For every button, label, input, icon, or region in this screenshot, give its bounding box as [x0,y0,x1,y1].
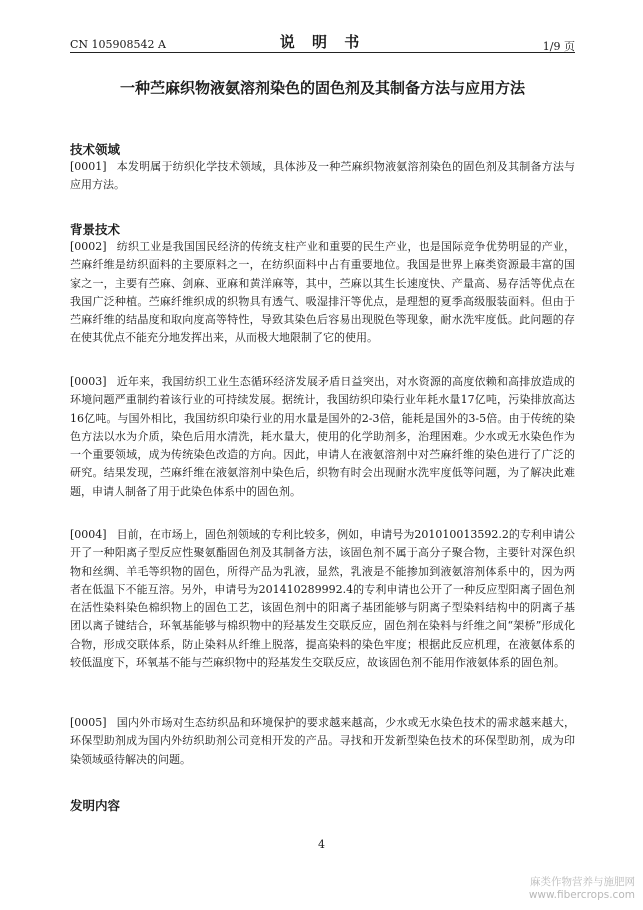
page-number: 4 [318,838,325,851]
section-heading-background: 背景技术 [70,222,121,237]
paragraph-text: 纺织工业是我国国民经济的传统支柱产业和重要的民生产业，也是国际竞争优势明显的产业，苎麻纤维是纺织面料的主要原料之一，在纺织面料中占有重要地位。我国是世界上麻类资源最丰富的国家之一，主要有苎麻、剑麻、亚麻和黄洋麻等，其中，苎麻以其生长速度快、产量高、易存活等优点在我国广泛种植。苎麻纤维织成的织物具有透气、吸湿排汗等优点，是理想的夏季高级服装面料。但由于苎麻纤维的结晶度和取向度高等特性，导致其染色后容易出现脱色等现象，耐水洗牢度低。此问题的存在使其优点不能充分地发挥出来，从而极大地限制了它的使用。 [70,240,575,345]
paragraph-text: 目前，在市场上，固色剂领域的专利比较多，例如，申请号为201010013592.2的专利申请公开了一种阳离子型反应性聚氨酯固色剂及其制备方法，该固色剂不属于高分子聚合物，主要针对深色织物和丝绸、羊毛等织物的固色，所得产品为乳液，显然，乳液是不能掺加到液氨溶剂体系中的，因为两者在低温下不能互溶。另外，申请号为201410289992.4的专利申请也公开了一种反应型阳离子固色剂在活性染料染色棉织物上的固色工艺，该固色剂中的阳离子基团能够与阴离子型染料结构中的阴离子基团以离子键结合，环氧基能够与棉织物中的羟基发生交联反应，固色剂在染料与纤维之间“架桥”形成化合物，形成交联体系，防止染料从纤维上脱落，提高染料的染色牢度；根据此反应机理，在液氨体系的较低温度下，环氧基不能与苎麻织物中的羟基发生交联反应，故该固色剂不能用作液氨体系的固色剂。 [70,528,575,670]
paragraph-0001 [70,158,575,195]
paragraph-number: [0001] [70,160,107,173]
watermark-site-name: 麻类作物营养与施肥网 [530,876,635,888]
watermark-url: www.fibercrops.com [528,889,635,901]
paragraph-text: 本发明属于纺织化学技术领域，具体涉及一种苎麻织物液氨溶剂染色的固色剂及其制备方法与应用方法。 [70,160,575,192]
paragraph-number: [0004] [70,528,107,541]
paragraph-0005 [70,714,575,769]
section-heading-tech-field: 技术领域 [70,142,121,157]
patent-number: CN 105908542 A [70,38,166,51]
paragraph-0004 [70,526,575,672]
paragraph-0003 [70,373,575,501]
paragraph-text: 近年来，我国纺织工业生态循环经济发展矛盾日益突出，对水资源的高度依赖和高排放造成的环境问题严重制约着该行业的可持续发展。据统计，我国纺织印染行业年耗水量17亿吨，污染排放高达16亿吨。与国外相比，我国纺织印染行业的用水量是国外的2-3倍，能耗是国外的3-5倍。由于传统的染色方法以水为介质，染色后用水清洗，耗水量大，使用的化学助剂多，治理困难。少水或无水染色作为一个重要领域，成为传统染色改造的方向。因此，申请人在液氨溶剂中对苎麻纤维的染色进行了广泛的研究。结果发现，苎麻纤维在液氨溶剂中染色后，织物有时会出现耐水洗牢度低等问题，为了解决此难题，申请人制备了用于此染色体系中的固色剂。 [70,375,575,498]
paragraph-0002 [70,238,575,348]
document-title: 一种苎麻织物液氨溶剂染色的固色剂及其制备方法与应用方法 [119,79,525,97]
paragraph-number: [0003] [70,375,107,388]
watermark [529,876,635,902]
paragraph-number: [0002] [70,240,107,253]
page-indicator: 1/9 页 [542,40,575,53]
document-type: 说 明 书 [279,33,366,51]
page-header [70,30,575,53]
paragraph-number: [0005] [70,716,107,729]
paragraph-text: 国内外市场对生态纺织品和环境保护的要求越来越高，少水或无水染色技术的需求越来越大，环保型助剂成为国内外纺织助剂公司竞相开发的产品。寻找和开发新型染色技术的环保型助剂，成为印染领域亟待解决的问题。 [70,716,575,766]
section-heading-summary: 发明内容 [70,798,121,813]
